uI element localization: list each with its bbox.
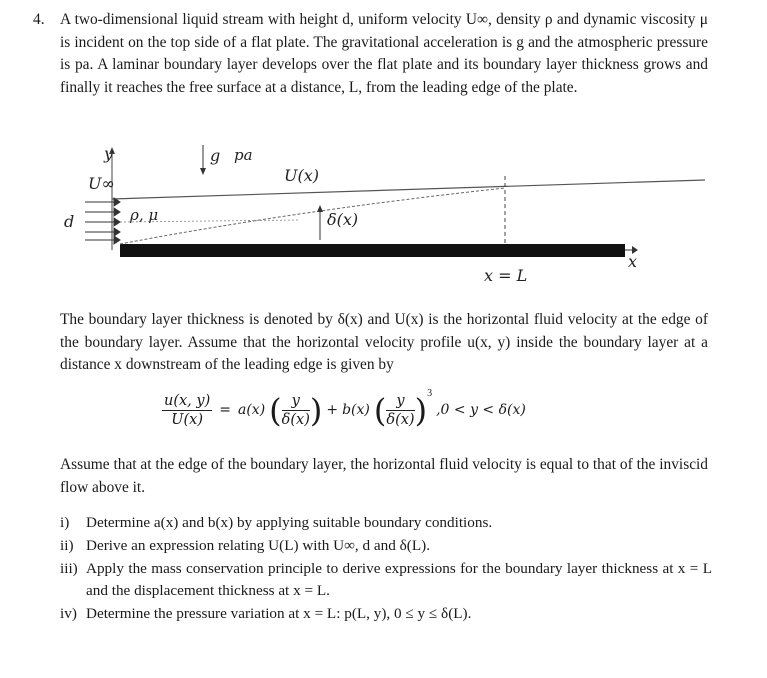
inlet-velocity-arrows — [85, 198, 120, 244]
sub-question — [60, 535, 712, 558]
equals-sign: = — [219, 402, 231, 419]
domain-condition: ,0 < y < δ(x) — [436, 402, 526, 419]
close-paren: ) — [309, 391, 323, 430]
sub-question — [60, 603, 712, 626]
y-axis-label: y — [104, 144, 114, 163]
free-surface — [112, 180, 705, 199]
edge-paragraph: Assume that at the edge of the boundary layer, the horizontal fluid velocity is equal to that of the inviscid flow above it. — [60, 456, 708, 496]
x-axis-label: x — [628, 252, 638, 271]
flow-figure — [0, 140, 767, 300]
bl-thickness-label: δ(x) — [327, 210, 359, 229]
ratio-fraction-1: $\frac{y}{\delta(x)}$ — [281, 393, 310, 428]
sub-question-text: Determine the pressure variation at x = L: p(L, y), 0 ≤ y ≤ δ(L). — [86, 605, 472, 623]
lhs-denominator: U(x) — [171, 412, 203, 428]
stream-height-label: d — [64, 212, 75, 231]
open-paren-2: ( — [373, 391, 387, 430]
question-number: 4. — [33, 11, 45, 28]
flat-plate — [120, 244, 625, 257]
sub-questions — [60, 512, 712, 626]
ratio-fraction-2: $\frac{y}{\delta(x)}$ — [386, 393, 415, 428]
sub-question — [60, 512, 712, 535]
x-equals-L-label: x = L — [484, 266, 528, 285]
b-coefficient: b(x) — [342, 402, 370, 419]
lhs-numerator: u(x, y) — [164, 393, 211, 409]
intro-paragraph: A two-dimensional liquid stream with height d, uniform velocity U∞, density ρ and dynamic viscosity μ is incident on the top side of a flat plate. The gravitational acceleration is g and the atmospheric pressure is pa. A laminar boundary layer develops over the flat plate and its boundary layer thickness grows and finally it reaches the free surface at a distance, L, from the leading edge of the plate. — [60, 11, 708, 96]
gravity-label: g — [210, 146, 221, 165]
sub-question-text: Derive an expression relating U(L) with U∞, d and δ(L). — [86, 536, 430, 554]
sub-question-number: iii) — [60, 559, 78, 577]
close-paren-2: ) — [414, 391, 428, 430]
figure-diagram — [0, 140, 767, 300]
a-coefficient: a(x) — [237, 402, 266, 419]
bl-paragraph: The boundary layer thickness is denoted by δ(x) and U(x) is the horizontal fluid velocity at the edge of the boundary layer. Assume that the horizontal velocity profile u(x, y) inside the boundary layer at a distance x downstream of the leading edge is given by — [60, 311, 708, 374]
sub-question — [60, 558, 712, 604]
atmospheric-pressure-label: pa — [234, 146, 253, 164]
sub-question-text: Determine a(x) and b(x) by applying suitable boundary conditions. — [86, 514, 493, 531]
sub-question-number: iv) — [60, 605, 77, 623]
fluid-properties-label: ρ, μ — [130, 206, 159, 224]
sub-question-number: ii) — [60, 536, 74, 554]
lhs-fraction — [162, 392, 212, 429]
edge-velocity-label: U(x) — [284, 166, 319, 185]
sub-question-text: Apply the mass conservation principle to derive expressions for the boundary layer thickness at x = L and the displacement thickness at x = L. — [86, 559, 712, 600]
freestream-velocity-label: U∞ — [88, 174, 115, 193]
plus-sign: + — [326, 402, 339, 419]
open-paren: ( — [269, 391, 282, 430]
sub-question-number: i) — [60, 514, 70, 531]
exponent: 3 — [427, 387, 433, 399]
velocity-profile-equation — [162, 387, 526, 430]
